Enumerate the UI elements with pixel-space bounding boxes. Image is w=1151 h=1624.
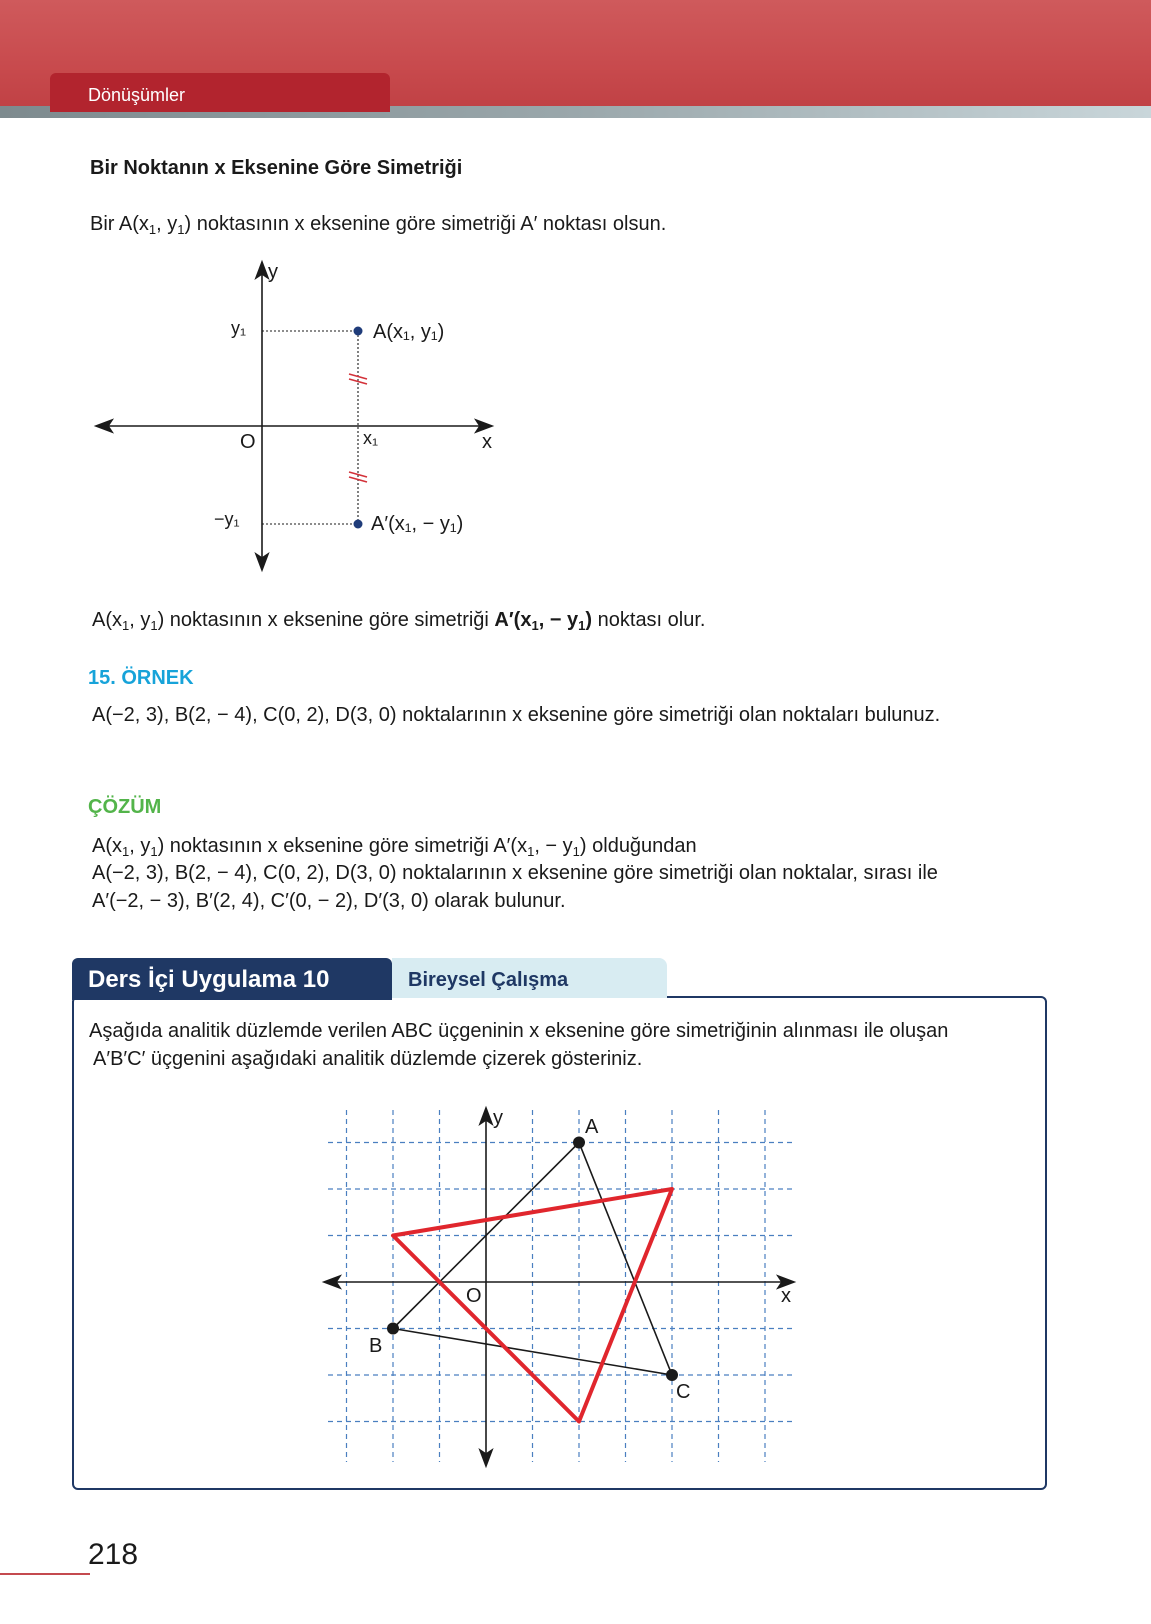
chapter-title: Dönüşümler [88, 85, 186, 105]
section-title: Bir Noktanın x Eksenine Göre Simetriği [90, 157, 463, 179]
example-label: 15. ÖRNEK [88, 667, 194, 689]
page-number: 218 [88, 1538, 139, 1571]
graph-y-label: y [493, 1107, 503, 1129]
practice-title: Ders İçi Uygulama 10 [88, 966, 330, 993]
graph-origin-label: O [466, 1285, 482, 1307]
vertex-a [573, 1137, 585, 1149]
point-a-label: A(x₁, y₁) [373, 321, 445, 343]
section-intro: Bir $A(x_1$, $y_1$) noktasının x eksenine göre simetriği A′ noktası olsun. [90, 213, 667, 237]
practice-line-2: A′B′C′ üçgenini aşağıdaki analitik düzlemde çizerek gösteriniz. [93, 1048, 643, 1070]
example-text: A(−2, 3), B(2, − 4), C(0, 2), D(3, 0) noktalarının x eksenine göre simetriği olan noktaları bulunuz. [92, 704, 941, 726]
graph-y-axis [480, 1108, 492, 1466]
solution-label: ÇÖZÜM [88, 796, 162, 818]
vertex-a-label: A [585, 1116, 599, 1138]
y1-label: y₁ [231, 318, 247, 338]
vertex-b [387, 1323, 399, 1335]
vertex-b-label: B [369, 1335, 383, 1357]
origin-label: O [240, 431, 256, 453]
practice-mode: Bireysel Çalışma [408, 969, 569, 991]
triangle-reflected [393, 1189, 672, 1422]
solution-line-2: A(−2, 3), B(2, − 4), C(0, 2), D(3, 0) noktalarının x eksenine göre simetriği olan noktalar, sırası ile [92, 862, 938, 884]
x1-label: x₁ [363, 428, 379, 448]
solution-line-3: A′(−2, − 3), B′(2, 4), C′(0, − 2), D′(3, 0) olarak bulunur. [92, 890, 566, 912]
vertex-c-label: C [676, 1381, 691, 1403]
practice-line-1: Aşağıda analitik düzlemde verilen ABC üçgeninin x eksenine göre simetriğinin alınması ile oluşan [89, 1020, 949, 1042]
x-axis-label: x [482, 431, 492, 453]
vertex-c [666, 1369, 678, 1381]
point-a-prime-label: A′(x₁, − y₁) [371, 513, 464, 535]
section-conclusion: $A(x_1$, $y_1$) noktasının x eksenine göre simetriği $A'(x_1$, − $y_1$) noktası olur. [92, 609, 706, 633]
graph-x-axis [324, 1276, 794, 1288]
solution-line-1: $A(x_1$, $y_1$) noktasının x eksenine göre simetriği $A'(x_1$, − $y_1$) olduğundan [92, 835, 697, 859]
y-axis-label: y [268, 261, 278, 283]
graph-x-label: x [781, 1285, 791, 1307]
page-number-rule [0, 1573, 90, 1575]
coordinate-grid [328, 1110, 792, 1462]
neg-y1-label: −y₁ [214, 509, 240, 529]
